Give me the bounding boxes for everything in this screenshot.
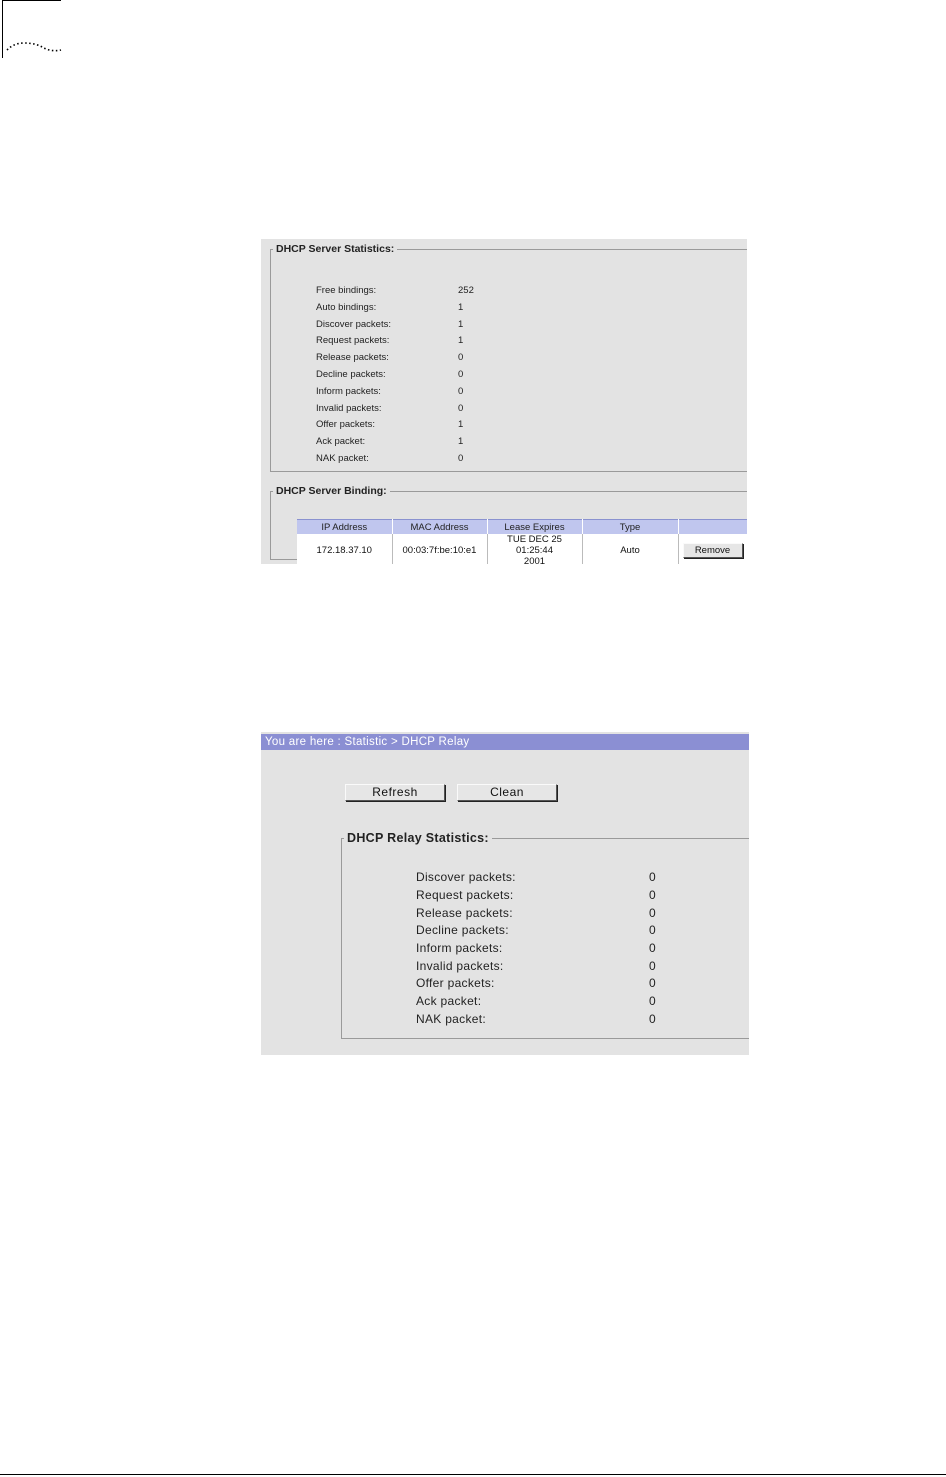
- stat-value: 1: [458, 419, 464, 430]
- stat-value: 1: [458, 436, 464, 447]
- page-bottom-rule: [0, 1474, 946, 1475]
- stat-value: 0: [649, 959, 656, 973]
- cell-lease-expires: [487, 534, 582, 564]
- stat-label: Invalid packets:: [316, 403, 382, 414]
- stat-value: 1: [458, 335, 464, 346]
- stat-value: 0: [649, 888, 656, 902]
- dhcp-relay-panel: [261, 732, 749, 1055]
- relay-statistics-title: DHCP Relay Statistics:: [347, 831, 489, 845]
- stat-value: 1: [458, 302, 464, 313]
- lease-year: 2001: [523, 556, 546, 564]
- stat-value: 0: [649, 923, 656, 937]
- cell-action: [678, 534, 747, 564]
- server-binding-title: DHCP Server Binding:: [276, 485, 387, 497]
- cell-mac-address: 00:03:7f:be:10:e1: [392, 534, 487, 564]
- stat-label: Release packets:: [416, 906, 513, 920]
- stat-label: Auto bindings:: [316, 302, 377, 313]
- clean-button[interactable]: Clean: [457, 784, 557, 801]
- page-corner-mark-top: [2, 0, 61, 1]
- stat-label: NAK packet:: [316, 453, 369, 464]
- binding-table-header: [297, 520, 747, 535]
- server-binding-group: [270, 485, 747, 564]
- stat-value: 0: [649, 941, 656, 955]
- dhcp-server-panel: [261, 239, 747, 564]
- stat-value: 0: [458, 369, 464, 380]
- stat-value: 0: [649, 906, 656, 920]
- stat-label: Offer packets:: [416, 976, 495, 990]
- stat-value: 0: [649, 994, 656, 1008]
- stat-value: 0: [649, 1012, 656, 1026]
- stat-value: 1: [458, 319, 464, 330]
- stat-label: Inform packets:: [316, 386, 381, 397]
- column-header-lease-expires: Lease Expires: [487, 520, 582, 535]
- stat-value: 0: [649, 976, 656, 990]
- cell-type: Auto: [582, 534, 678, 564]
- stat-label: Release packets:: [316, 352, 389, 363]
- stat-label: Discover packets:: [316, 319, 391, 330]
- stat-value: 0: [458, 352, 464, 363]
- column-header-action: [678, 520, 747, 535]
- column-header-ip-address: IP Address: [297, 520, 392, 535]
- stat-label: NAK packet:: [416, 1012, 486, 1026]
- server-statistics-title: DHCP Server Statistics:: [276, 243, 395, 255]
- stat-label: Offer packets:: [316, 419, 375, 430]
- stat-label: Request packets:: [316, 335, 390, 346]
- stat-label: Ack packet:: [316, 436, 366, 447]
- stat-value: 0: [458, 386, 464, 397]
- stat-value: 0: [458, 453, 464, 464]
- stat-label: Inform packets:: [416, 941, 503, 955]
- remove-button[interactable]: Remove: [683, 543, 743, 558]
- stat-label: Decline packets:: [316, 369, 386, 380]
- column-header-type: Type: [582, 520, 678, 535]
- lease-date: TUE DEC 25 01:25:44: [507, 534, 562, 556]
- page-corner-mark: [2, 0, 3, 58]
- stat-label: Invalid packets:: [416, 959, 504, 973]
- refresh-button[interactable]: Refresh: [345, 784, 445, 801]
- relay-statistics-group: [341, 831, 749, 1039]
- column-header-mac-address: MAC Address: [392, 520, 487, 535]
- stat-label: Free bindings:: [316, 285, 377, 296]
- stat-label: Discover packets:: [416, 870, 516, 884]
- stat-label: Decline packets:: [416, 923, 509, 937]
- stat-value: 0: [458, 403, 464, 414]
- breadcrumb: You are here : Statistic > DHCP Relay: [261, 734, 749, 750]
- stat-value: 0: [649, 870, 656, 884]
- stat-value: 252: [458, 285, 474, 296]
- stat-label: Ack packet:: [416, 994, 482, 1008]
- cell-ip-address: 172.18.37.10: [297, 534, 392, 564]
- binding-table: [297, 519, 747, 564]
- table-row: [297, 534, 747, 564]
- server-statistics-group: [270, 243, 747, 472]
- stat-label: Request packets:: [416, 888, 514, 902]
- dotted-curve-ornament: [6, 40, 62, 52]
